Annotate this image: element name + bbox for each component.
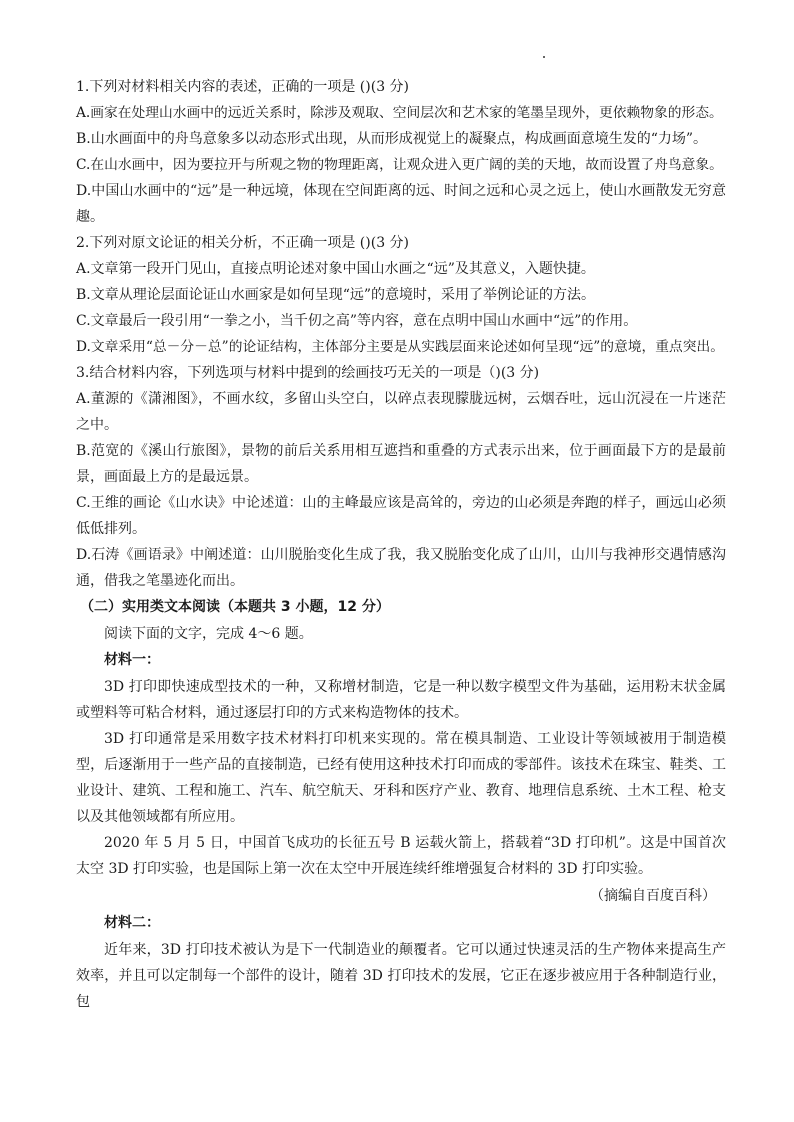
section-heading: （二）实用类文本阅读（本题共 3 小题，12 分）	[80, 599, 390, 615]
material-1-paragraph-1: 3D 打印即快速成型技术的一种，又称增材制造，它是一种以数字模型文件为基础，运用粉末状金属或塑料等可粘合材料，通过逐层打印的方式来构造物体的技术。	[76, 679, 726, 721]
question-1-option-a: A.画家在处理山水画中的远近关系时，除涉及观取、空间层次和艺术家的笔墨呈现外，更依赖物象的形态。	[76, 105, 723, 121]
exam-page	[76, 74, 726, 1015]
question-2-option-b: B.文章从理论层面论证山水画家是如何呈现“远”的意境时，采用了举例论证的方法。	[76, 287, 596, 303]
material-1-paragraph-3: 2020 年 5 月 5 日，中国首飞成功的长征五号 B 运载火箭上，搭载着“3D 打印机”。这是中国首次太空 3D 打印实验，也是国际上第一次在太空中开展连续纤维增强复合材料的 3D 打印实验。	[76, 835, 726, 877]
section-instruction: 阅读下面的文字，完成 4～6 题。	[104, 626, 313, 642]
material-1-paragraph-2: 3D 打印通常是采用数字技术材料打印机来实现的。常在模具制造、工业设计等领域被用于制造模型，后逐渐用于一些产品的直接制造，已经有使用这种技术打印而成的零部件。该技术在珠宝、鞋类、工业设计、建筑、工程和施工、汽车、航空航天、牙科和医疗产业、教育、地理信息系统、土木工程、枪支以及其他领域都有所应用。	[76, 731, 726, 825]
question-2-stem: 2.下列对原文论证的相关分析，不正确一项是 ()(3 分)	[76, 235, 410, 251]
question-3-option-a: A.董源的《潇湘图》，不画水纹，多留山头空白，以碎点表现朦胧远树，云烟吞吐，远山沉浸在一片迷茫之中。	[76, 391, 726, 433]
question-3	[76, 360, 726, 594]
question-2-option-a: A.文章第一段开门见山，直接点明论述对象中国山水画之“远”及其意义，入题快捷。	[76, 261, 595, 277]
material-2-paragraph-1: 近年来，3D 打印技术被认为是下一代制造业的颠覆者。它可以通过快速灵活的生产物体来提高生产效率，并且可以定制每一个部件的设计，随着 3D 打印技术的发展，它正在逐步被应用于各种制造行业，包	[76, 942, 726, 1010]
material-1-source: （摘编自百度百科）	[590, 888, 716, 904]
question-3-option-d: D.石涛《画语录》中阐述道：山川脱胎变化生成了我，我又脱胎变化成了山川，山川与我神形交遇情感沟通，借我之笔墨迹化而出。	[76, 547, 726, 589]
question-2-option-c: C.文章最后一段引用“一拳之小，当千仞之高”等内容，意在点明中国山水画中“远”的作用。	[76, 313, 638, 329]
material-1-title: 材料一：	[104, 652, 160, 668]
material-2-title: 材料二：	[104, 915, 160, 931]
question-1-option-c: C.在山水画中，因为要拉开与所观之物的物理距离，让观众进入更广阔的美的天地，故而设置了舟鸟意象。	[76, 157, 723, 173]
question-1-option-b: B.山水画面中的舟鸟意象多以动态形式出现，从而形成视觉上的凝聚点，构成画面意境生发的“力场”。	[76, 131, 708, 147]
question-3-stem: 3.结合材料内容，下列选项与材料中提到的绘画技巧无关的一项是（)(3 分)	[76, 365, 540, 381]
question-1	[76, 74, 726, 230]
scan-dot	[543, 56, 545, 58]
question-2-option-d: D.文章采用“总－分－总”的论证结构，主体部分主要是从实践层面来论述如何呈现“远”的意境，重点突出。	[76, 339, 725, 355]
question-3-option-b: B.范宽的《溪山行旅图》，景物的前后关系用相互遮挡和重叠的方式表示出来，位于画面最下方的是最前景，画面最上方的是最远景。	[76, 443, 726, 485]
question-1-option-d: D.中国山水画中的“远”是一种远境，体现在空间距离的远、时间之远和心灵之远上，使山水画散发无穷意趣。	[76, 183, 726, 225]
question-2	[76, 230, 726, 360]
question-1-stem: 1.下列对材料相关内容的表述，正确的一项是 ()(3 分)	[76, 79, 410, 95]
question-3-option-c: C.王维的画论《山水诀》中论述道：山的主峰最应该是高耸的，旁边的山必须是奔跑的样子，画远山必须低低排列。	[76, 495, 726, 537]
